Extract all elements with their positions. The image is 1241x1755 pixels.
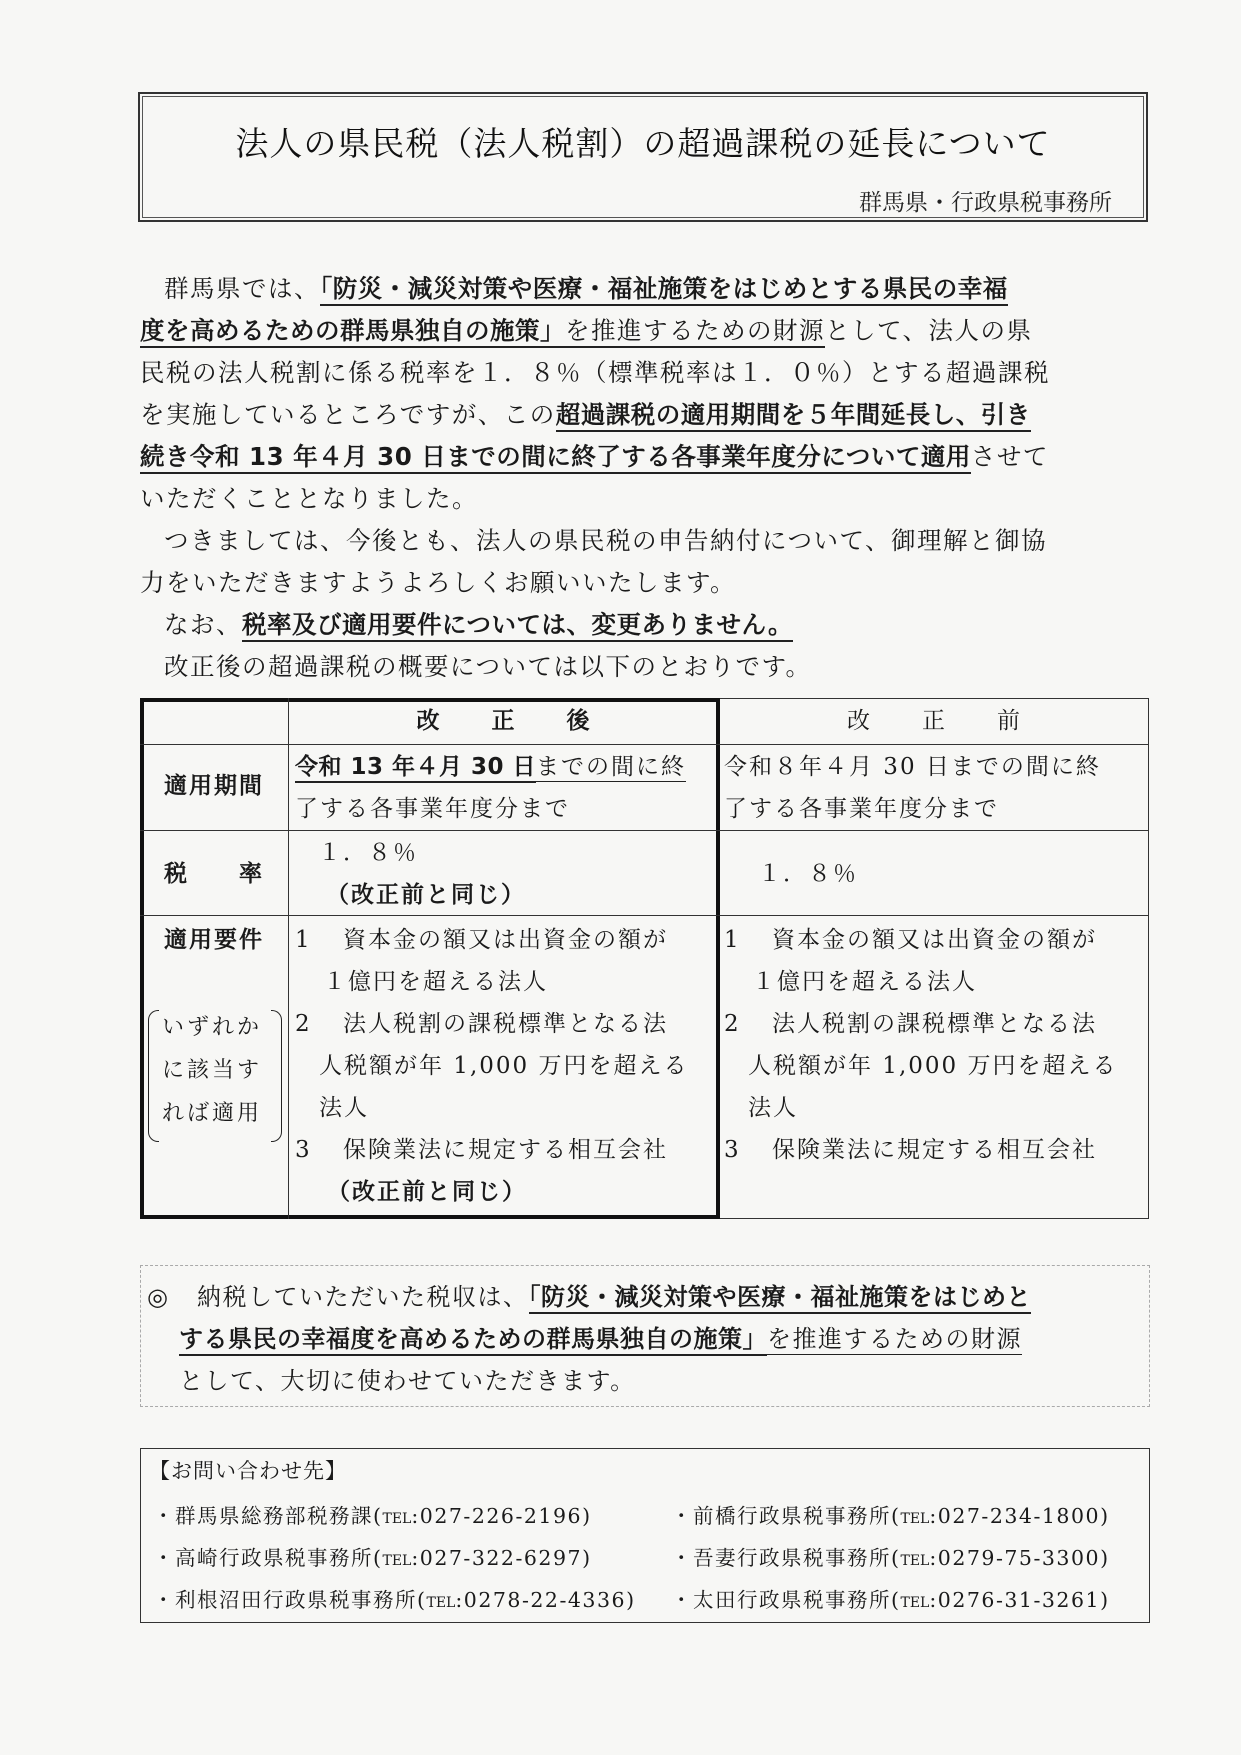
same-as-before-note: （改正前と同じ）	[327, 1179, 527, 1205]
underlined-text: を推進するための財源	[565, 316, 825, 348]
text: つきましては、今後とも、法人の県民税の申告納付について、御理解と御協	[164, 526, 1048, 555]
text: 群馬県では、	[164, 274, 320, 303]
text: 法人税割の課税標準となる法	[772, 1011, 1097, 1037]
double-circle-icon: ◎	[147, 1283, 170, 1311]
contact-item: ・吾妻行政県税事務所(TEL:0279-75-3300)	[671, 1546, 1110, 1570]
text: 保険業法に規定する相互会社	[772, 1137, 1097, 1163]
text: 改正後の超過課税の概要については以下のとおりです。	[164, 652, 812, 681]
office-name: 群馬県総務部税務課	[175, 1504, 373, 1528]
text: 人税額が年 1,000 万円を超える	[319, 1053, 689, 1079]
tel-label: TEL	[382, 1511, 412, 1527]
text: を実施しているところですが、この	[140, 400, 556, 429]
divider	[140, 744, 1149, 745]
divider	[288, 698, 289, 1219]
emphasis: 超過課税の適用期間を５年間延長し、引き	[556, 400, 1031, 432]
issuer: 群馬県・行政県税事務所	[859, 190, 1112, 216]
text: させて	[970, 442, 1049, 471]
tel-label: TEL	[900, 1595, 930, 1611]
comparison-table	[140, 698, 1149, 1219]
text: として、大切に使わせていただきます。	[179, 1367, 636, 1395]
title-box	[138, 92, 1148, 222]
text: 納税していただいた税収は、	[197, 1283, 529, 1311]
office-name: 太田行政県税事務所	[693, 1588, 891, 1612]
text: 法人	[319, 1095, 369, 1121]
row-label-rate: 税 率	[164, 861, 264, 887]
contact-box	[140, 1448, 1150, 1623]
underlined-text: を推進するための財源	[767, 1325, 1022, 1353]
phone-number[interactable]: 027-226-2196	[419, 1504, 583, 1528]
contact-item: ・群馬県総務部税務課(TEL:027-226-2196)	[153, 1504, 592, 1528]
item-number: 1	[724, 927, 741, 953]
office-name: 前橋行政県税事務所	[693, 1504, 891, 1528]
phone-number[interactable]: 0278-22-4336	[463, 1588, 627, 1612]
item-number: 1	[295, 927, 312, 953]
contact-heading: 【お問い合わせ先】	[149, 1459, 347, 1483]
text: 資本金の額又は出資金の額が	[772, 927, 1097, 953]
emphasis: 「防災・減災対策や医療・福祉施策をはじめとする県民の幸福	[320, 274, 1008, 306]
requirements-note	[148, 1010, 282, 1142]
period-after-date: 令和 13 年４月 30 日	[295, 754, 536, 783]
text: 民税の法人税割に係る税率を１．８％（標準税率は１．０％）とする超過課税	[140, 358, 1050, 387]
text: 保険業法に規定する相互会社	[343, 1137, 668, 1163]
tel-label: TEL	[426, 1595, 456, 1611]
text: １億円を超える法人	[323, 969, 548, 995]
contact-item: ・太田行政県税事務所(TEL:0276-31-3261)	[671, 1588, 1110, 1612]
text: 了する各事業年度分まで	[724, 796, 999, 822]
contact-item: ・前橋行政県税事務所(TEL:027-234-1800)	[671, 1504, 1110, 1528]
text: 了する各事業年度分まで	[295, 796, 570, 822]
office-name: 利根沼田行政県税事務所	[175, 1588, 417, 1612]
rate-after-value: １．８％	[318, 840, 418, 866]
text: 資本金の額又は出資金の額が	[343, 927, 668, 953]
text: として、法人の県	[825, 316, 1033, 345]
contact-item: ・利根沼田行政県税事務所(TEL:0278-22-4336)	[153, 1588, 636, 1612]
text: 力をいただきますようよろしくお願いいたします。	[140, 568, 737, 597]
right-bracket-icon	[271, 1010, 282, 1142]
tel-label: TEL	[900, 1511, 930, 1527]
rate-after	[318, 832, 718, 916]
intro-paragraph	[140, 268, 1150, 688]
office-name: 高崎行政県税事務所	[175, 1546, 373, 1570]
rate-before-value: １．８％	[758, 861, 858, 887]
contact-item: ・高崎行政県税事務所(TEL:027-322-6297)	[153, 1546, 592, 1570]
item-number: 3	[295, 1137, 312, 1163]
same-as-before-note: （改正前と同じ）	[326, 882, 526, 908]
tel-label: TEL	[382, 1553, 412, 1569]
divider	[140, 830, 1149, 831]
text: １億円を超える法人	[752, 969, 977, 995]
text: に該当す	[162, 1058, 263, 1083]
emphasis: 続き令和 13 年４月 30 日までの間に終了する各事業年度分について適用	[140, 442, 971, 474]
text: れば適用	[162, 1101, 263, 1126]
tax-usage-note	[140, 1265, 1150, 1407]
phone-number[interactable]: 027-322-6297	[419, 1546, 583, 1570]
emphasis: 「防災・減災対策や医療・福祉施策をはじめと	[529, 1283, 1032, 1314]
requirements-after	[295, 919, 720, 1213]
emphasis: 度を高めるための群馬県独自の施策」	[140, 316, 565, 348]
left-bracket-icon	[148, 1010, 159, 1142]
emphasis: する県民の幸福度を高めるための群馬県独自の施策」	[179, 1325, 767, 1356]
text: 人税額が年 1,000 万円を超える	[748, 1053, 1118, 1079]
phone-number[interactable]: 0279-75-3300	[937, 1546, 1101, 1570]
phone-number[interactable]: 0276-31-3261	[937, 1588, 1101, 1612]
item-number: 2	[724, 1011, 741, 1037]
requirements-before	[724, 919, 1149, 1171]
header-before: 改 正 前	[847, 708, 1022, 734]
text: なお、	[164, 610, 242, 639]
text: 法人税割の課税標準となる法	[343, 1011, 668, 1037]
tel-label: TEL	[900, 1553, 930, 1569]
text: 令和８年４月 30 日までの間に終	[724, 754, 1101, 780]
page-title: 法人の県民税（法人税割）の超過課税の延長について	[235, 124, 1051, 163]
item-number: 2	[295, 1011, 312, 1037]
text: 法人	[748, 1095, 798, 1121]
row-label-requirements: 適用要件	[164, 927, 264, 953]
text: いずれか	[162, 1015, 263, 1040]
emphasis: 税率及び適用要件については、変更ありません。	[242, 610, 793, 642]
item-number: 3	[724, 1137, 741, 1163]
text: いただくこととなりました。	[140, 484, 478, 513]
period-before	[724, 746, 1149, 830]
period-after	[295, 746, 720, 830]
phone-number[interactable]: 027-234-1800	[937, 1504, 1101, 1528]
header-after: 改 正 後	[416, 708, 592, 734]
row-label-period: 適用期間	[164, 773, 264, 799]
office-name: 吾妻行政県税事務所	[693, 1546, 891, 1570]
text: までの間に終	[536, 754, 687, 780]
